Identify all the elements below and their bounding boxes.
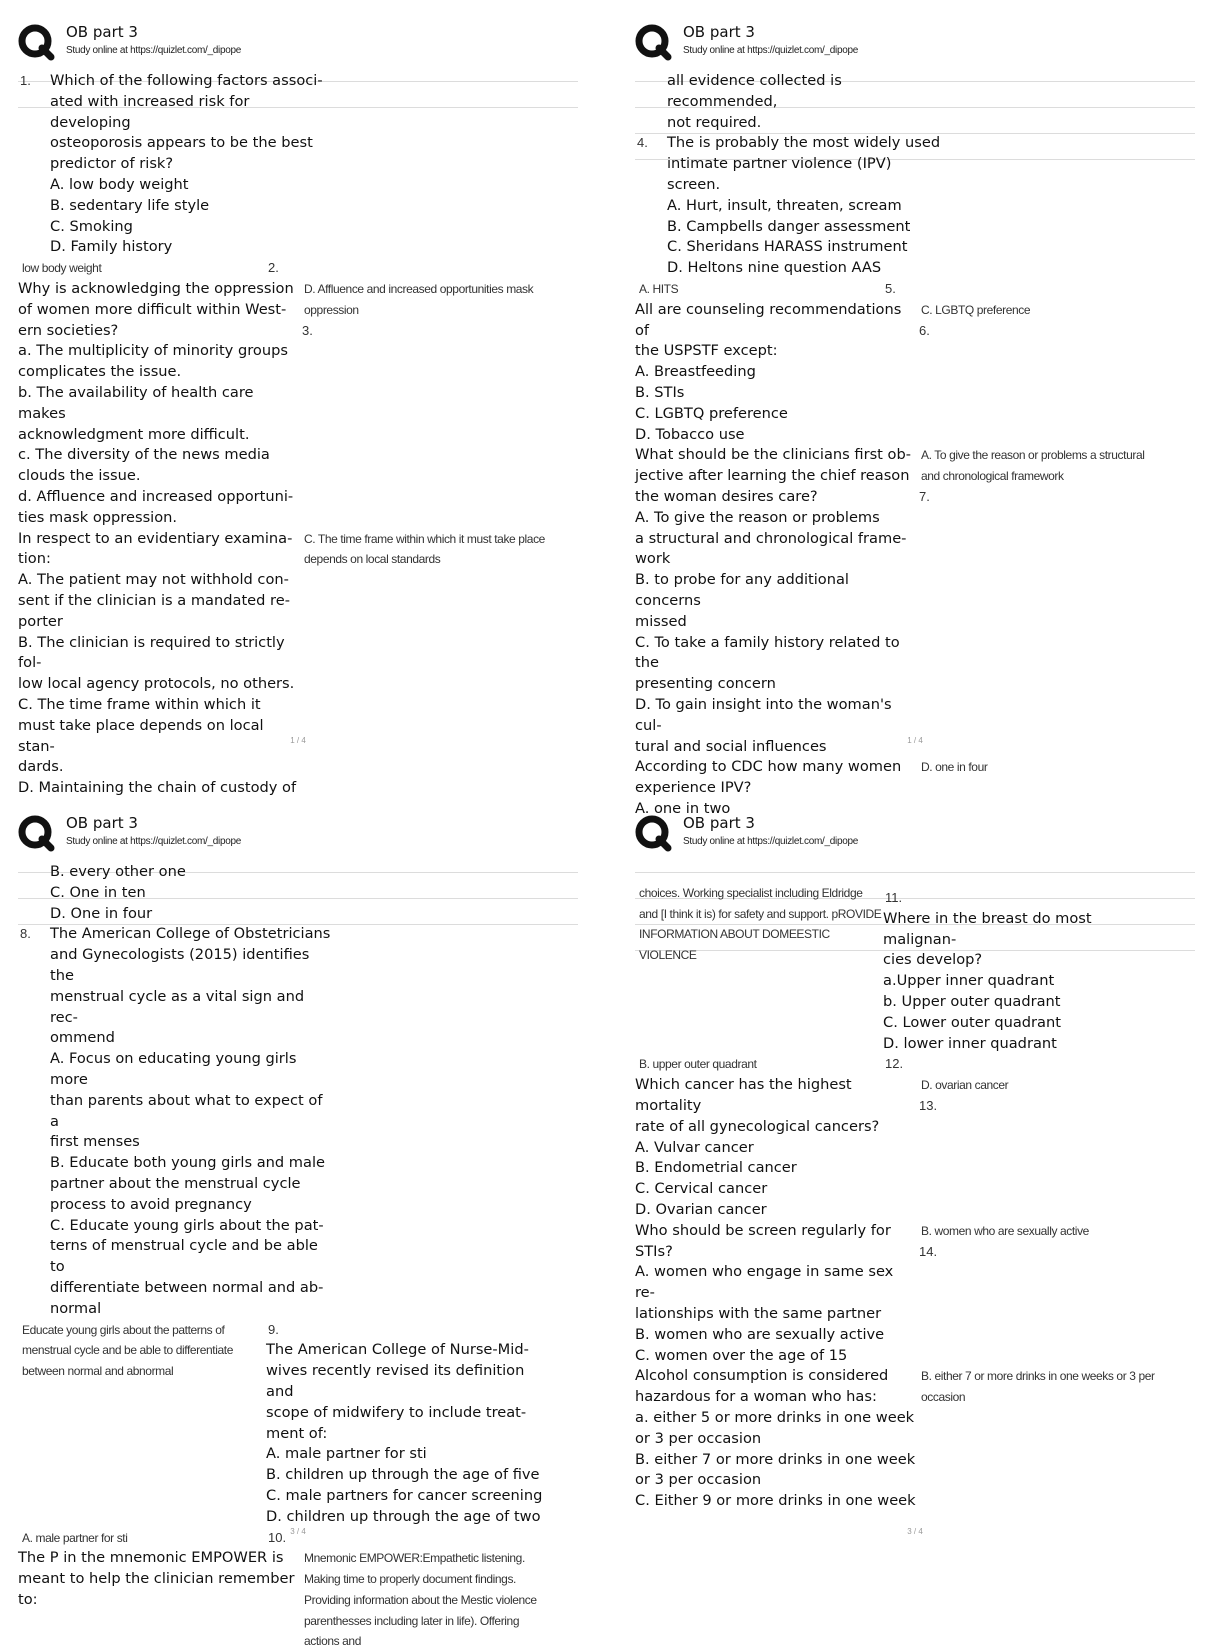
question-line: ties mask oppression. <box>18 508 178 526</box>
answer-text: low body weight <box>22 261 102 276</box>
question-line: C. One in ten <box>50 883 146 901</box>
question-number <box>18 862 50 883</box>
question-line: ment of: <box>266 1424 328 1442</box>
answer-text: D. one in four <box>921 760 988 775</box>
question-line: B. women who are sexually active <box>635 1325 885 1343</box>
question-line: hazardous for a woman who has: <box>635 1388 877 1406</box>
question-line: D. Maintaining the chain of custody of <box>18 779 297 797</box>
question-number <box>635 71 667 92</box>
answer-text: Mnemonic EMPOWER:Empathetic listening. Making time to properly document findings. Providing information about the Mestic violence parenthesses including later in life). Offering actions and <box>304 1551 537 1649</box>
question-row <box>18 857 578 922</box>
question-line: clouds the issue. <box>18 467 141 485</box>
question-line: osteoporosis appears to be the best <box>50 134 313 152</box>
answer-text: choices. Working specialist including Eldridge and [I think it is) for safety and support. pROVIDE INFORMATION ABOUT DOMEESTIC VIOLENCE <box>639 885 882 963</box>
question-number: 2. <box>268 260 279 276</box>
quizlet-logo-icon <box>18 815 54 851</box>
question-line: B. STIs <box>635 383 685 401</box>
question-line: D. One in four <box>50 904 153 922</box>
question-line: C. Either 9 or more drinks in one week <box>635 1492 916 1510</box>
page-number: 1 / 4 <box>907 736 923 745</box>
question-line: Alcohol consumption is considered <box>635 1367 889 1385</box>
question-line: STIs? <box>635 1242 673 1260</box>
quizlet-logo-icon <box>18 24 54 60</box>
question-line: low local agency protocols, no others. <box>18 675 295 693</box>
question-line: B. sedentary life style <box>50 196 210 214</box>
question-line: D. Heltons nine question AAS <box>667 259 882 277</box>
question-list <box>18 66 578 799</box>
question-text <box>50 71 332 258</box>
question-line: The American College of Obstetricians <box>50 925 331 943</box>
question-line: to: <box>18 1590 38 1608</box>
question-line: C. Lower outer quadrant <box>883 1013 1061 1031</box>
question-line: all evidence collected is recommended, <box>667 72 842 110</box>
question-line: B. Educate both young girls and male <box>50 1154 326 1172</box>
question-number <box>635 862 667 883</box>
question-row <box>635 66 1195 131</box>
page-header <box>18 22 588 62</box>
question-number: 1. <box>20 73 31 88</box>
question-number: 11. <box>885 890 903 905</box>
question-line: a structural and chronological frame- <box>635 529 907 547</box>
question-line: of women more difficult within West- <box>18 300 287 318</box>
quizlet-logo-icon <box>635 24 671 60</box>
question-line: B. children up through the age of five <box>266 1466 540 1484</box>
question-line: In respect to an evidentiary examina- <box>18 529 293 547</box>
page-panel-2 <box>635 22 1205 817</box>
question-line: B. either 7 or more drinks in one week <box>635 1450 916 1468</box>
page-header <box>635 22 1205 62</box>
question-text <box>667 862 949 883</box>
question-line: or 3 per occasion <box>635 1471 762 1489</box>
page-number: 1 / 4 <box>290 736 306 745</box>
question-line: b. The availability of health care makes <box>18 383 254 422</box>
question-line: D. To gain insight into the woman's cul- <box>635 695 892 734</box>
question-line: meant to help the clinician remember <box>18 1570 295 1588</box>
question-text <box>635 1366 917 1512</box>
answer-text: B. upper outer quadrant <box>639 1057 757 1072</box>
question-line: b. Upper outer quadrant <box>883 992 1061 1010</box>
answer-text: Educate young girls about the patterns of menstrual cycle and be able to differentiate between normal and abnormal <box>22 1322 233 1379</box>
question-line: C. Cervical cancer <box>635 1180 768 1198</box>
question-line: a. either 5 or more drinks in one week <box>635 1408 915 1426</box>
question-line: jective after learning the chief reason <box>635 467 910 485</box>
question-line: process to avoid pregnancy <box>50 1195 252 1213</box>
question-line: A. male partner for sti <box>266 1445 427 1463</box>
question-line: or 3 per occasion <box>635 1429 762 1447</box>
question-line: B. The clinician is required to strictly fol- <box>18 633 285 672</box>
question-line: Where in the breast do most malignan- <box>883 909 1092 948</box>
question-number: 9. <box>268 1321 279 1337</box>
question-text <box>635 1221 917 1367</box>
question-line: intimate partner violence (IPV) screen. <box>667 155 892 193</box>
study-link-text: Study online at https://quizlet.com/_dipope <box>683 45 858 56</box>
question-list <box>635 857 1195 1512</box>
question-line: scope of midwifery to include treat- <box>266 1403 527 1421</box>
answer-text: B. women who are sexually active <box>921 1223 1089 1238</box>
question-line: not required. <box>667 113 762 131</box>
page-panel-4 <box>635 813 1205 1583</box>
question-line: B. to probe for any additional concerns <box>635 571 849 609</box>
question-number: 5. <box>885 280 896 296</box>
question-line: D. Family history <box>50 238 173 256</box>
question-text <box>667 71 949 133</box>
question-line: Who should be screen regularly for <box>635 1221 891 1239</box>
question-line: ommend <box>50 1029 115 1047</box>
question-line: the woman desires care? <box>635 487 818 505</box>
question-line: experience IPV? <box>635 779 752 797</box>
question-line: terns of menstrual cycle and be able to <box>50 1237 318 1276</box>
question-text <box>50 924 332 1319</box>
question-line: menstrual cycle as a vital sign and rec- <box>50 987 305 1026</box>
question-line: d. Affluence and increased opportuni- <box>18 487 294 505</box>
page-header <box>635 813 1205 853</box>
study-link-text: Study online at https://quizlet.com/_dipope <box>66 45 241 56</box>
document-title: OB part 3 <box>683 814 755 832</box>
question-line: C. Smoking <box>50 217 133 235</box>
question-line: A. To give the reason or problems <box>635 508 880 526</box>
question-line: C. The time frame within which it <box>18 695 261 713</box>
question-line: A. The patient may not withhold con- <box>18 571 289 589</box>
question-text <box>635 757 917 819</box>
question-line: c. The diversity of the news media <box>18 446 270 464</box>
page-header <box>18 813 588 853</box>
question-text <box>883 909 1165 1055</box>
question-line: B. Endometrial cancer <box>635 1159 797 1177</box>
document-title: OB part 3 <box>66 23 138 41</box>
question-line: acknowledgment more difficult. <box>18 425 250 443</box>
question-line: C. Sheridans HARASS instrument <box>667 238 908 256</box>
question-text <box>635 1075 917 1221</box>
study-link-text: Study online at https://quizlet.com/_dipope <box>66 836 241 847</box>
question-line: A. Breastfeeding <box>635 363 756 381</box>
question-line: C. Educate young girls about the pat- <box>50 1216 324 1234</box>
document-title: OB part 3 <box>683 23 755 41</box>
question-text <box>18 279 300 529</box>
question-number: 12. <box>885 1056 904 1072</box>
question-line: the USPSTF except: <box>635 342 778 360</box>
question-line: All are counseling recommendations of <box>635 300 902 339</box>
question-line: According to CDC how many women <box>635 758 902 776</box>
question-line: C. male partners for cancer screening <box>266 1486 543 1504</box>
question-line: What should be the clinicians first ob- <box>635 446 912 464</box>
question-line: a. The multiplicity of minority groups <box>18 342 288 360</box>
question-line: dards. <box>18 758 64 776</box>
question-line: normal <box>50 1299 102 1317</box>
question-line: tural and social influences <box>635 737 827 755</box>
question-line: a.Upper inner quadrant <box>883 972 1055 990</box>
question-text <box>667 133 949 279</box>
question-line: partner about the menstrual cycle <box>50 1174 301 1192</box>
question-line: ated with increased risk for developing <box>50 92 250 131</box>
question-line: D. lower inner quadrant <box>883 1034 1057 1052</box>
document-title: OB part 3 <box>66 814 138 832</box>
page-number: 3 / 4 <box>290 1527 306 1536</box>
question-number: 4. <box>637 135 648 151</box>
answer-text: D. Affluence and increased opportunities mask oppression <box>304 281 534 317</box>
question-line: A. women who engage in same sex re- <box>635 1263 894 1302</box>
question-line: Why is acknowledging the oppression <box>18 279 294 297</box>
page-panel-1 <box>18 22 588 797</box>
question-line: Which cancer has the highest mortality <box>635 1076 852 1114</box>
question-line: presenting concern <box>635 675 776 693</box>
question-text <box>266 1340 548 1527</box>
answer-text: B. either 7 or more drinks in one weeks or 3 per occasion <box>921 1369 1155 1405</box>
question-line: wives recently revised its definition and <box>266 1362 525 1400</box>
question-number: 6. <box>919 322 930 338</box>
question-line: cies develop? <box>883 951 983 969</box>
question-list <box>635 66 1195 820</box>
question-line: The American College of Nurse-Mid- <box>266 1341 529 1359</box>
question-number: 8. <box>20 926 31 942</box>
question-text <box>18 529 300 799</box>
question-row <box>18 66 578 276</box>
question-line: porter <box>18 612 63 630</box>
question-line: complicates the issue. <box>18 363 182 381</box>
question-number: 10. <box>268 1529 287 1545</box>
page-panel-3 <box>18 813 588 1649</box>
question-line: D. Tobacco use <box>635 425 745 443</box>
question-line: A. Focus on educating young girls more <box>50 1050 297 1088</box>
question-line: B. Campbells danger assessment <box>667 217 911 235</box>
question-line: C. women over the age of 15 <box>635 1346 848 1364</box>
question-line: D. children up through the age of two <box>266 1507 541 1525</box>
question-line: must take place depends on local stan- <box>18 716 264 755</box>
answer-text: A. HITS <box>639 281 679 296</box>
question-line: Which of the following factors associ- <box>50 72 323 89</box>
answer-text: A. male partner for sti <box>22 1530 128 1545</box>
answer-text: D. ovarian cancer <box>921 1078 1009 1093</box>
question-line: sent if the clinician is a mandated re- <box>18 591 290 609</box>
question-text <box>635 445 917 757</box>
study-link-text: Study online at https://quizlet.com/_dipope <box>683 836 858 847</box>
question-line: A. Vulvar cancer <box>635 1138 754 1156</box>
page-number: 3 / 4 <box>907 1527 923 1536</box>
question-line: The is probably the most widely used <box>667 134 941 152</box>
question-line: C. To take a family history related to the <box>635 633 900 672</box>
question-line: than parents about what to expect of a <box>50 1091 323 1130</box>
question-text <box>18 1548 300 1610</box>
question-line: A. one in two <box>635 799 731 817</box>
question-line: A. low body weight <box>50 175 189 193</box>
question-line: B. every other one <box>50 863 186 880</box>
question-line: C. LGBTQ preference <box>635 404 788 422</box>
question-number: 7. <box>919 488 930 504</box>
answer-text: C. The time frame within which it must take place depends on local standards <box>304 531 545 567</box>
question-line: missed <box>635 612 687 630</box>
answer-text: C. LGBTQ preference <box>921 302 1031 317</box>
question-line: The P in the mnemonic EMPOWER is <box>18 1549 284 1567</box>
question-line: first menses <box>50 1133 140 1151</box>
question-line: predictor of risk? <box>50 155 174 173</box>
question-line: tion: <box>18 550 51 568</box>
quizlet-logo-icon <box>635 815 671 851</box>
question-line: ern societies? <box>18 321 119 339</box>
question-text <box>50 862 332 924</box>
question-line: work <box>635 550 671 568</box>
question-number: 14. <box>919 1243 938 1259</box>
answer-text: A. To give the reason or problems a structural and chronological framework <box>921 448 1145 484</box>
question-line: lationships with the same partner <box>635 1304 882 1322</box>
question-number: 3. <box>302 322 313 338</box>
question-line: differentiate between normal and ab- <box>50 1278 324 1296</box>
question-text <box>635 300 917 446</box>
question-line: D. Ovarian cancer <box>635 1200 767 1218</box>
question-number: 13. <box>919 1097 938 1113</box>
question-line: A. Hurt, insult, threaten, scream <box>667 196 902 214</box>
question-line: rate of all gynecological cancers? <box>635 1117 880 1135</box>
question-line: and Gynecologists (2015) identifies the <box>50 946 310 984</box>
